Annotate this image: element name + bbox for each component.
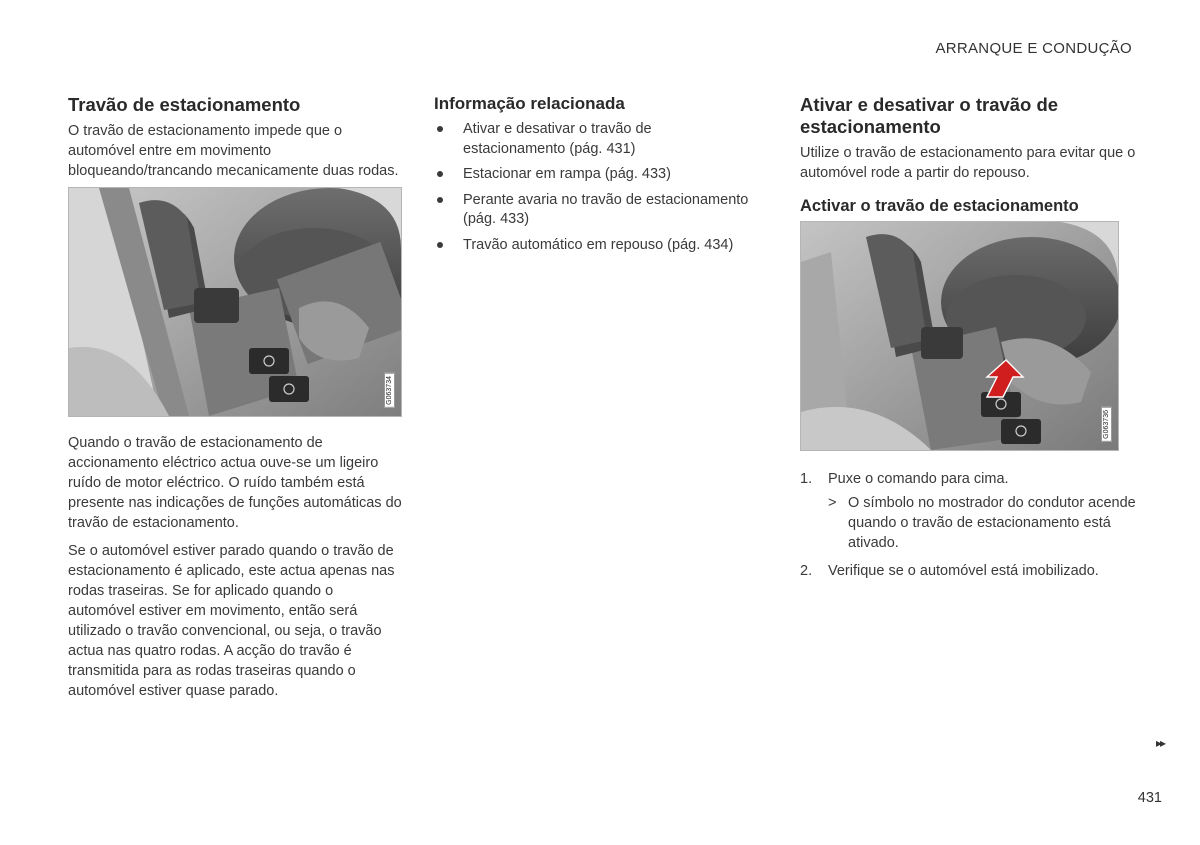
figure-code: G063734 [384, 373, 395, 408]
procedure-title: Activar o travão de estacionamento [800, 197, 1079, 215]
intro-text: O travão de estacionamento impede que o automóvel entre em movimento bloqueando/trancando mecanicamente duas rodas. [68, 123, 399, 179]
center-console-image [69, 188, 401, 416]
step-item: 2. Verifique se o automóvel está imobilizado. [800, 563, 1099, 579]
procedure-steps [800, 469, 1136, 581]
activate-intro: Utilize o travão de estacionamento para evitar que o automóvel rode a partir do repouso. [800, 145, 1136, 181]
page-number: 431 [1137, 790, 1162, 806]
paragraph-braking: Se o automóvel estiver parado quando o travão de estacionamento é aplicado, este actua apenas nas rodas traseiras. Se for aplicado quando o automóvel estiver em movimento, então será utilizado o travão convencional, ou seja, o travão actua nas quatro rodas. A acção do travão é transmitida para as rodas traseiras quando o automóvel estiver quase parado. [68, 543, 395, 699]
column-related-info [434, 94, 754, 261]
bullet-icon [437, 197, 443, 203]
bullet-icon [437, 126, 443, 132]
related-link[interactable]: Travão automático em repouso (pág. 434) [434, 236, 754, 256]
console-illustration [68, 187, 402, 417]
figure-code: G063736 [1101, 407, 1112, 442]
result-arrow-icon: > [828, 495, 837, 511]
console-pull-illustration [800, 221, 1119, 451]
section-header: ARRANQUE E CONDUÇÃO [935, 40, 1132, 57]
related-link[interactable]: Perante avaria no travão de estacionamento (pág. 433) [434, 191, 754, 230]
related-links-list [434, 120, 754, 255]
related-link[interactable]: Estacionar em rampa (pág. 433) [434, 165, 754, 185]
step-result: > O símbolo no mostrador do condutor acende quando o travão de estacionamento está ativado. [828, 495, 1136, 551]
section-title: Travão de estacionamento [68, 94, 301, 115]
step-item: 1. Puxe o comando para cima. > O símbolo no mostrador do condutor acende quando o travão de estacionamento está ativado. [800, 471, 1136, 551]
paragraph-noise: Quando o travão de estacionamento de accionamento eléctrico actua ouve-se um ligeiro ruído de motor eléctrico. O ruído também está presente nas indicações de funções automáticas do travão de estacionamento. [68, 435, 402, 531]
activate-title: Ativar e desativar o travão de estacionamento [800, 94, 1059, 137]
column-parking-brake [68, 94, 404, 709]
console-pull-image [801, 222, 1118, 450]
bullet-icon [437, 242, 443, 248]
related-info-title: Informação relacionada [434, 94, 625, 113]
related-link[interactable]: Ativar e desativar o travão de estacionamento (pág. 431) [434, 120, 754, 159]
continue-icon: ▸▸ [1155, 736, 1164, 750]
bullet-icon [437, 171, 443, 177]
column-activate [800, 94, 1136, 589]
